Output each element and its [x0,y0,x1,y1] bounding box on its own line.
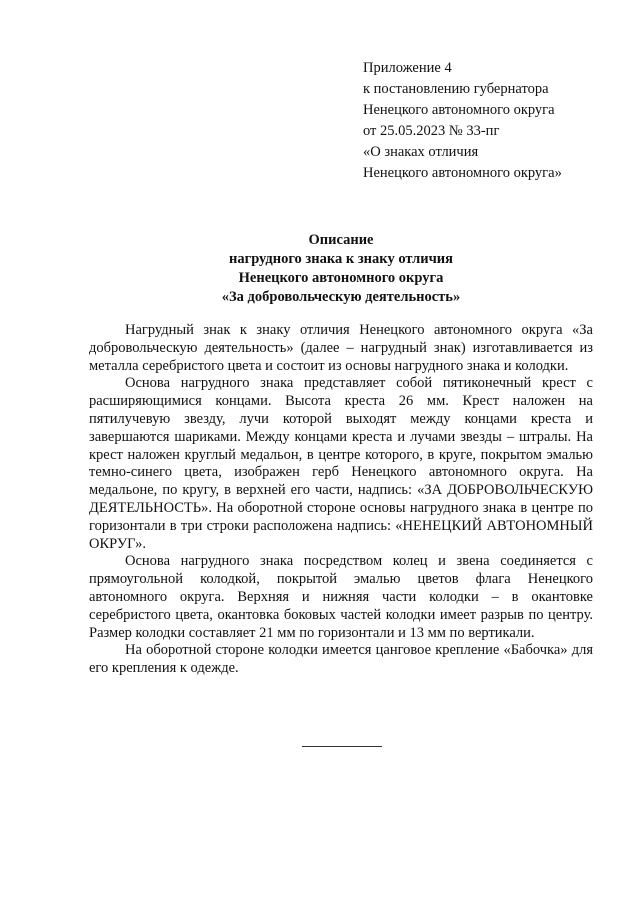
appendix-line: Приложение 4 [363,60,452,76]
title-line: Описание [308,232,374,248]
appendix-line: Ненецкого автономного округа [363,102,555,118]
body-paragraph: Основа нагрудного знака представляет собой пятиконечный крест с расширяющимися концами. Высота креста 26 мм. Крест наложен на пятилучевую звезду, лучи которой выходят между концами креста и завершаются шариками. Между концами креста и лучами звезды – штралы. На крест наложен круглый медальон, в центре которого, в круге, покрытом эмалью темно-синего цвета, изображен герб Ненецкого автономного округа. На медальоне, по кругу, в верхней его части, надпись: «ЗА ДОБРОВОЛЬЧЕСКУЮ ДЕЯТЕЛЬНОСТЬ». На оборотной стороне основы нагрудного знака в центре по горизонтали в три строки расположена надпись: «НЕНЕЦКИЙ АВТОНОМНЫЙ ОКРУГ». [89,375,593,552]
appendix-header [363,58,603,184]
appendix-line: к постановлению губернатора [363,81,549,97]
appendix-line: от 25.05.2023 № 33-пг [363,123,500,139]
end-divider [302,746,382,747]
body-paragraph: Основа нагрудного знака посредством колец и звена соединяется с прямоугольной колодкой, покрытой эмалью цветов флага Ненецкого автономного округа. Верхняя и нижняя части колодки – в окантовке серебристого цвета, окантовка боковых частей колодки имеет разрыв по центру. Размер колодки составляет 21 мм по горизонтали и 13 мм по вертикали. [89,553,593,641]
title-line: «За добровольческую деятельность» [221,289,461,305]
title-line: Ненецкого автономного округа [238,270,444,286]
title-line: нагрудного знака к знаку отличия [229,251,453,267]
body-paragraph: Нагрудный знак к знаку отличия Ненецкого автономного округа «За добровольческую деятельность» (далее – нагрудный знак) изготавливается из металла серебристого цвета и состоит из основы нагрудного знака и колодки. [89,322,593,374]
appendix-line: «О знаках отличия [363,144,479,160]
body-paragraph: На оборотной стороне колодки имеется цанговое крепление «Бабочка» для его крепления к одежде. [89,642,593,677]
document-body [89,322,593,678]
appendix-line: Ненецкого автономного округа» [363,165,562,181]
document-title [90,231,592,307]
